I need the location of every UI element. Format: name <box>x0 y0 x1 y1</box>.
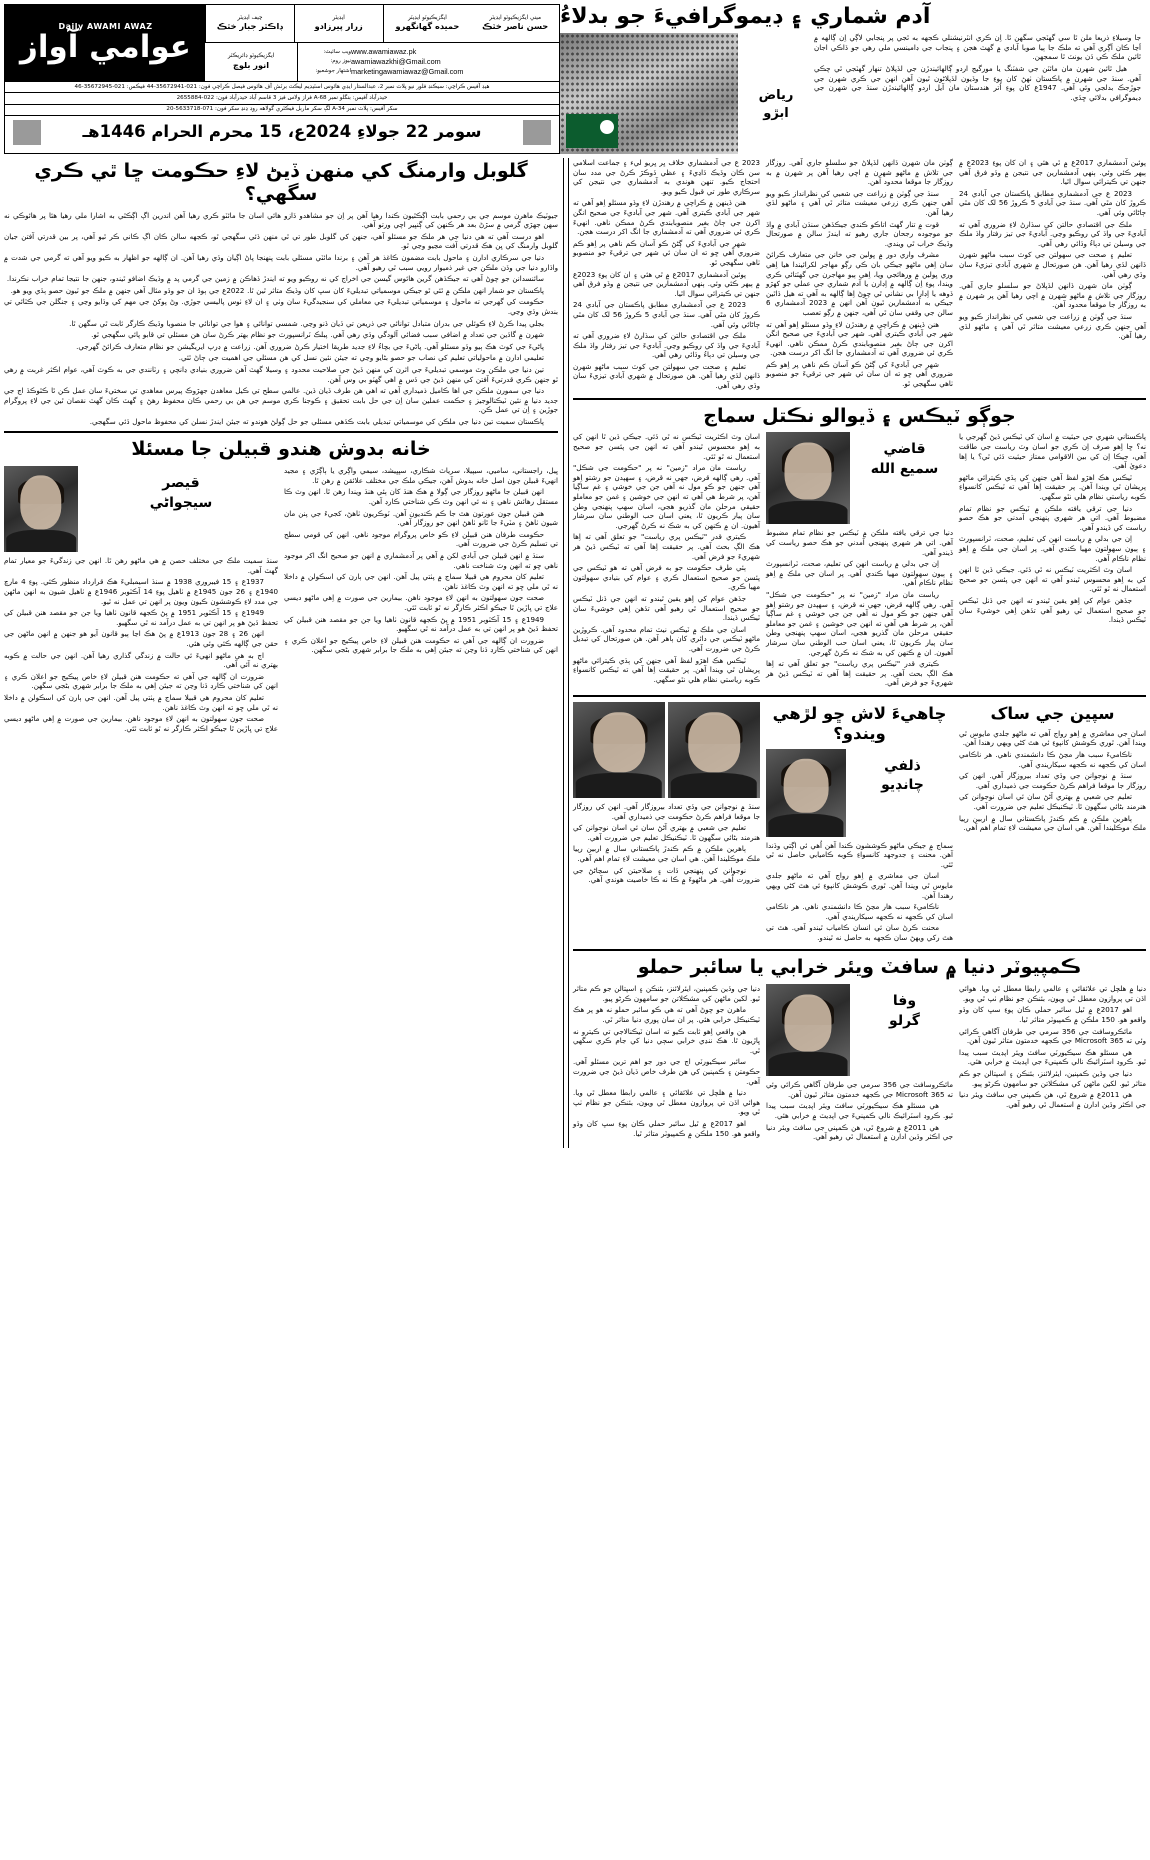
paragraph: بجلي پيدا ڪرڻ لاءِ ڪوئلي جي بدران متبادل توانائي جي ذريعن تي ڌيان ڏنو وڃي. شمسي توانائي ۽ هوا جي توانائي جا منصوبا وڌيڪ ڪارگر ثابت ٿي سگهن ٿا. <box>69 318 544 328</box>
article-body-col-2 <box>766 984 953 1144</box>
paragraph: ڳوٺن مان شهرن ڏانهن لڏپلاڻ جو سلسلو جاري آهي. روزگار جي تلاش ۾ ماڻهو شهرن ۾ اچي رهيا آهن پر شهرن ۾ به روزگار جا موقعا محدود آهن. <box>959 281 1146 310</box>
paragraph: مائڪروسافٽ جي 356 سرمي جي طرفان آگاهي ڪرائي وئي ته Microsoft 365 جي ڪجهه خدمتون متاثر ٿيون آهن. <box>766 1080 953 1099</box>
paragraph: قوت ۾ تنار گهٽ اتاڪو ڪندي جيڪڏهن سنڌن آبادي ۾ واڌ جو موجوده رجحان جاري رهيو ته ايندڙ سالن ۾ صورتحال وڌيڪ خراب ٿي ويندي. <box>766 219 953 248</box>
staff-editor <box>294 5 383 43</box>
portrait-face <box>784 994 831 1051</box>
paragraph: ضرورت ان ڳالهه جي آهي ته حڪومت هنن قبيلن لاءِ خاص پيڪيج جو اعلان ڪري ۽ انهن کي شناختي ڪارڊ ڏنا وڃن ته جيئن اِهي به ملڪ جا برابر شهري بڻجي سگهن. <box>4 671 278 691</box>
paragraph: 1949ع ۽ 15 آڪٽوبر 1951 ۾ پڻ ڪجهه قانون ٺاهيا ويا جن جو مقصد هنن قبيلن کي تحفظ ڏيڻ هو پر انهن تي به عمل درآمد نه ٿي سگهيو. <box>4 608 278 627</box>
paragraph: ملڪ جي اقتصادي حالتن کي سڌارڻ لاءِ ضروري آهي ته آباديءَ جي واڌ کي روڪيو وڃي. آباديءَ جي تيز رفتار واڌ ملڪ جي وسيلن تي دٻاءُ وڌائي رهي آهي. <box>959 219 1146 248</box>
paragraph: دنيا جي ترقي يافته ملڪن ۾ ٽيڪس جو نظام تمام مضبوط آهي. اتي هر شهري پنهنجي آمدني جو هڪ حصو رياست کي ڏيندو آهي. <box>766 528 953 557</box>
address-sukkur: سکر آفيس: پلاٽ نمبر A-34 لڳ سکر ماربل فيڪٽري گولاهه روڊ ڍنڍ سکر فون: 071-5633718-20 <box>5 104 559 115</box>
article-body-col-3 <box>959 432 1146 690</box>
contact-website[interactable] <box>301 47 556 57</box>
executive-director <box>205 43 297 81</box>
article-columns <box>573 432 1146 690</box>
article-columns <box>573 984 1146 1144</box>
author-first-name: وفا <box>892 993 917 1010</box>
newspaper-logo[interactable] <box>5 5 205 81</box>
portrait-shoulders <box>769 1052 848 1076</box>
paragraph: سنڌ جي ڳوٺن ۾ زراعت جي شعبي کي نظرانداز ڪيو ويو آهي جنهن ڪري زرعي معيشت متاثر ٿي آهي ۽ ماڻهو لڏي رهيا آهن. <box>959 311 1146 341</box>
paragraph: هنن قبيلن جون عورتون هٿ جا ڪم ڪنديون آهن. ٽوڪريون ٺاهڻ، کجيءَ جي پنن مان شيون ٺاهڻ ۽ مٽيءَ جا ٿانو ٺاهڻ انهن جو روزگار آهي. <box>284 508 558 528</box>
section-divider <box>573 398 1146 400</box>
paragraph: 1937ع ۽ 15 فيبروري 1938 ۾ سنڌ اسيمبليءَ هڪ قرارداد منظور ڪئي. پوءِ 4 مارچ 1940ع ۽ 26 جون 1945ع ۾ ٺاهيل پوءِ 14 آڪٽوبر 1946ع ۾ ٺاهيل شيون به انهن ماڻهن جي مدد لاءِ ڪوششون ڪيون ويون پر انهن تي عمل نه ٿيو. <box>4 577 278 606</box>
lead-article-title: آدم شماري ۽ ڊيموگرافيءَ جو بدلاءُ <box>560 4 931 29</box>
article-body-col-3 <box>959 702 1146 945</box>
lead-author-first: رياض <box>758 88 794 104</box>
staff-listing <box>205 5 559 81</box>
article-title: چاهيءَ لاش ڇو لڙهي ويندو؟ <box>772 703 947 743</box>
paragraph: دنيا جي سمورن ملڪن جي اها ڪاميل ذميداري آهي ته اهي هن طرف ڌيان ڏين. عالمي سطح تي ڪيل معاهدن جهڙوڪ پيرس معاهدي تي سختيءَ سان عمل ڪن ٿا ڪٿوڪڏ اڄ جي جديد دنيا ۾ نئين ٽيڪنالوجيز ۽ حڪمت عملين سان اِن جي حل بابت تحقيق ۽ ڪوجنا ڪري موسم جي هن بي رحمي ڪان محفوظ رهڻ ۽ گهٽ ڪان گهٽ نقصان ٿين جي لاءِ پروگرام جوڙين ۽ اِن تي عمل ڪن. <box>4 386 558 415</box>
author-last-name: گرلو <box>889 1012 920 1029</box>
author-portrait-photo <box>766 984 850 1076</box>
lead-article-text <box>814 33 1141 154</box>
author-portrait-photo <box>766 432 850 524</box>
author-block <box>4 466 278 552</box>
contact-marketing[interactable] <box>301 67 556 77</box>
paragraph: مائڪروسافٽ جي 356 سرمي جي طرفان آگاهي ڪرائي وئي ته Microsoft 365 جي ڪجهه خدمتون متاثر ٿيون آهن. <box>959 1026 1146 1046</box>
article-body-col-2 <box>284 466 558 735</box>
paragraph: شهر جي آباديءَ کي ڳڻڻ ڪو آسان ڪم ناهي پر اِهو ڪم ضروري آهي ڇو ته ان سان ئي شهر جي ترقيءَ جو منصوبو ٺاهي سگهجي ٿو. <box>766 359 953 389</box>
paragraph: دنيا جي وڏين ڪمپنين، ايئرلائنز، بئنڪن ۽ اسپتالن جو ڪم متاثر ٿيو. لکين ماڻهن کي مشڪلاتن جو سامهون ڪرڻو پيو. <box>959 1069 1146 1088</box>
logo-english-text: Daily AWAMI AWAZ <box>58 22 153 31</box>
paragraph: انهن قبيلن جا ماڻهو روزگار جي ڳولا ۾ هڪ هنڌ کان ٻئي هنڌ ويندا رهن ٿا. انهن وٽ ڪا مستقل رهائش ناهي ۽ نه ئي انهن وٽ ڪي شناختي ڪارڊ آهن. <box>284 487 558 507</box>
paragraph: سائنسدانن جو چوڻ آهي ته جيڪڏهن گرين هائوس گيسن جي اخراج کي نه روڪيو ويو ته ايندڙ ڏهاڪن ۾ زمين جي گرمي پد ۾ وڌيڪ اضافو ٿيندو، جنهن جا نتيجا تمام خراب نڪرندا. <box>6 274 544 284</box>
paragraph: ٻئي طرف حڪومت جو به فرض آهي ته هو ٽيڪس جي پئسن جو صحيح استعمال ڪري ۽ عوام کي بنيادي سهولتون مهيا ڪري. <box>573 563 760 592</box>
paragraph: ڀيل، راجستاني، ساميي، سيپيلا، سرياٽ شڪاري، سڀڀيشد، سيمي واڳري يا ٻاڳڙي ۽ مجيد انهيءَ قبيلن جون اصل خانه بدوش آهن، جيڪي ملڪ جي مختلف علائقن ۾ رهن ٿا. <box>284 466 558 485</box>
section-divider <box>4 431 558 433</box>
director-name: انور بلوچ <box>232 59 270 70</box>
paragraph: اهو 2017ع ۾ ٿيل سائبر حملي ڪان پوءِ سڀ کان وڏو واقعو هو. 150 ملڪن ۾ ڪمپيوٽر متاثر ٿيا. <box>959 1005 1146 1025</box>
paragraph: رياست مان مراد "زمين" نه پر "حڪومت جي شڪل" آهي. رهي ڳالهه قرض، جهي نه قرض، ۽ سهپدن جو رشتو اِهو آهي جنهن جو ڪو مول نه آهي جن جي خوشي ۽ غم ساڳيا آهن، پر شرط هي آهي ته انهن جي خوشين ۽ غمن جو معاملو حقيقي مرحلن مان گذريو هجي، اسان سهپ پنهنجي وطن سان پيار ڪريون ٿا، يعني اسان حب الوطني سان سرشار آهيون. ان ۾ ڪنهن کي به شڪ نه ڪرڻ گهرجي. <box>573 463 760 530</box>
column-divider <box>568 158 569 1148</box>
date-band <box>5 115 559 148</box>
article-nomadic-hindu-tribes <box>4 438 558 735</box>
article-body-col-3 <box>959 984 1146 1144</box>
paragraph: مشرف واري دور ۾ ڀولين جي خانن جي متعارف ڪرائڻ سان اِهي ماڻهو جيڪي بان ڪي رڳو مهاجر لکرائيندا هيا اِهي وري ڀولين ۾ ورهائجي ويا، اِهي ٻيو مهاجرن جي گهٽتائي ڪري ويندا، پوءِ اِن ڳالهه ۾ اِڊارن يا آدم شماري جي عملي جو کهڙو ڏوهه يا اِڊارا بي نشاني ٿي چوڻ اِها ڳالهه به آهي ته هيل ڏاٿين جيڪي به آدمشمارين ٿيون آهن انهن ۾ 2023 آدمشماري 6 سالن جي وقفي سان ٿي آهي، جنهن ۾ رڳو تعصب <box>766 250 953 317</box>
paragraph: ڪيتري قدر "ٽيڪس پري رياست" جو تعلق آهي ته اِها هڪ الڳ بحث آهي. پر حقيقت اِها آهي ته ٽيڪس ڏيڻ هر شهريءَ جو فرض آهي. <box>766 659 953 688</box>
paragraph: هي 2011ع ۾ شروع ٿي، هن ڪمپني جي سافٽ ويئر دنيا جي اڪثر وڏين ادارن ۾ استعمال ٿي رهيو آهي. <box>766 1122 953 1142</box>
paragraph: حڪومت طرفان هنن قبيلن لاءِ ڪو خاص پروگرام موجود ناهي. انهن کي قومي سطح تي تسليم ڪرڻ جي ضرورت آهي. <box>284 529 558 549</box>
paragraph: دنيا جي ترقي يافته ملڪن ۾ ٽيڪس جو نظام تمام مضبوط آهي. اتي هر شهري پنهنجي آمدني جو هڪ حصو رياست کي ڏيندو آهي. <box>959 503 1146 532</box>
paragraph: سماج ۾ جيڪي ماڻهو ڪوششون ڪندا آهن اُهي ئي اڳتي وڌندا آهن. محنت ۽ جدوجهد کانسواءِ ڪوبه ڪاميابي حاصل نه ٿي ٿئي. <box>766 840 953 869</box>
staff-name: حميده گهانگهرو <box>395 21 460 32</box>
paragraph: هن واقعي اِهو ثابت ڪيو ته اسان ٽيڪنالاجي تي ڪيترو نه ڀاڙيون ٿا. هڪ ننڍي خرابي سڄي دنيا کي جام ڪري سگهي ٿي. <box>573 1026 760 1055</box>
paragraph: شهر جي آباديءَ کي ڳڻڻ ڪو آسان ڪم ناهي پر اِهو ڪم ضروري آهي ڇو ته ان سان ئي شهر جي ترقيءَ جو منصوبو ٺاهي سگهجي ٿو. <box>573 238 760 267</box>
article-body-col-1 <box>573 432 760 690</box>
paragraph: تين دنيا جي ملڪن وٽ موسمي تبديليءَ جي اثرن کي منهن ڏيڻ جي صلاحيت محدود ۽ وسيلا گهٽ آهن ضروري بنيادي ڍانچي ۽ رٽانندي جي به ڪوٽ آهي، عوام اڪثر غربت ۾ رهي ٿو جنهن ڪري قدرتيءَ آفتن کي منهن ڏيڻ جي ڏس ۾ اهي گهٽو بي وس آهن. <box>4 364 558 384</box>
paragraph: ٽيڪس هڪ اهڙو لفظ آهي جنهن کي ٻڌي ڪيترائي ماڻهو پريشان ٿي ويندا آهن. پر حقيقت اِها آهي ته ٽيڪس کانسواءِ ڪوبه رياستي نظام هلي نٿو سگهي. <box>573 655 760 684</box>
paragraph: ضرورت ان ڳالهه جي آهي ته حڪومت هنن قبيلن لاءِ خاص پيڪيج جو اعلان ڪري ۽ انهن کي شناختي ڪارڊ ڏنا وڃن ته جيئن اِهي به ملڪ جا برابر شهري بڻجي سگهن. <box>284 635 558 655</box>
paragraph: تعليم جي شعبي ۾ بهتري آڻڻ سان ئي اسان نوجوانن کي هنرمند بڻائي سگهون ٿا. ٽيڪنيڪل تعليم جي ضرورت آهي. <box>959 792 1146 811</box>
staff-role: ميني ايگزيڪيوٽو ايڊيٽر <box>489 14 541 21</box>
contact-label: نيوز روم: <box>330 58 351 65</box>
portrait-face <box>784 758 829 813</box>
author-first-name: قيصر <box>162 475 200 492</box>
paragraph: هنن ڏينهن ۾ ڪراچي ۾ رهندڙن لاءِ وڏو مسئلو اِهو آهي ته شهر جي آبادي ڪيتري آهي. شهر جي آباديءَ جي صحيح انگن اکرن جي ڄاڻ بغير منصوبابندي ڪرڻ ممڪن ناهي. انهيءَ ڪري ئي ضروري آهي ته آدمشماري جا انگ اکر درست هجن. <box>766 319 953 358</box>
author-last-name: سميع الله <box>870 461 939 478</box>
article-subtitle: سپين جي ساک <box>990 703 1115 723</box>
paragraph: تعليم کان محروم هي قبيلا سماج ۾ پٺتي پيل آهن. انهن جي ٻارن کي اسڪولن ۾ داخلا نه ٿي ملي ڇو ته انهن وٽ ڪاغذ ناهن. <box>284 572 558 591</box>
paragraph: ملڪ جي اقتصادي حالتن کي سڌارڻ لاءِ ضروري آهي ته آباديءَ جي واڌ کي روڪيو وڃي. آباديءَ جي تيز رفتار واڌ ملڪ جي وسيلن تي دٻاءُ وڌائي رهي آهي. <box>573 331 760 360</box>
paragraph: ٽيڪس هڪ اهڙو لفظ آهي جنهن کي ٻڌي ڪيترائي ماڻهو پريشان ٿي ويندا آهن. پر حقيقت اِها آهي ته ٽيڪس کانسواءِ ڪوبه رياستي نظام هلي نٿو سگهي. <box>959 472 1146 502</box>
paragraph: دنيا ۾ هلچل تي علائقائي ۽ عالمي رابطا معطل ٿي ويا. هوائي اڏن تي پروازون معطل ٿي ويون، بئنڪن جو نظام ٺپ ٿي ويو. <box>959 984 1146 1003</box>
paragraph: ڪيتري قدر "ٽيڪس پري رياست" جو تعلق آهي ته اِها هڪ الڳ بحث آهي. پر حقيقت اِها آهي ته ٽيڪس ڏيڻ هر شهريءَ جو فرض آهي. <box>573 532 760 561</box>
contact-value[interactable]: www.awamiawaz.pk <box>351 47 417 57</box>
portrait-shoulders <box>576 773 662 798</box>
portrait-shoulders <box>769 501 848 525</box>
article-global-warming <box>4 160 558 426</box>
paragraph: تعليم ۽ صحت جي سهولتن جي کوٽ سبب ماڻهو شهرن ڏانهن لڏي رهيا آهن. هن صورتحال ۾ شهري آبادي تيزيءَ سان وڌي رهي آهي. <box>573 361 760 391</box>
author-name <box>84 466 278 513</box>
article-columns <box>4 466 558 735</box>
author-block <box>766 749 953 837</box>
paragraph: جڏهن عوام کي اِهو يقين ٿيندو ته انهن جي ڏنل ٽيڪس جو صحيح استعمال ٿي رهيو آهي تڏهن اِهي خوشيءَ سان ٽيڪس ڏيندا. <box>959 595 1146 625</box>
portrait-face <box>688 713 740 773</box>
lead-col-1 <box>573 158 760 393</box>
paragraph: سنڌ سميت ملڪ جي مختلف حصن ۾ هي ماڻهو رهن ٿا. انهن جي زندگيءَ جو معيار تمام گهٽ آهي. <box>4 556 278 575</box>
author-name <box>852 749 953 796</box>
hospital-patient-photo <box>573 702 665 798</box>
paragraph: نوجوانن کي پنهنجي ڏات ۽ صلاحيتن کي سڃاڻڻ جي ضرورت آهي. هر ماڻهوءَ ۾ ڪا نه ڪا خاصيت هوندي آهي. <box>573 865 760 885</box>
logo-sindhi-text: عوامي آواز <box>20 29 191 65</box>
date-band-tab-left <box>13 120 41 145</box>
author-block <box>766 432 953 524</box>
paragraph: پوئين آدمشماري 2017ع ۾ ٿي هئي ۽ ان کان پوءِ 2023ع ۾ ٻيهر ڪئي وئي. ٻنهي آدمشمارين جي نتيجن ۾ وڏو فرق آهي جنهن تي ڪيترائي سوال اٿيا. <box>573 269 760 298</box>
article-title: خانه بدوش هندو قبيلن جا مسئلا <box>131 438 431 461</box>
paragraph: جڏهن عوام کي اِهو يقين ٿيندو ته انهن جي ڏنل ٽيڪس جو صحيح استعمال ٿي رهيو آهي تڏهن اِهي خوشيءَ سان ٽيڪس ڏيندا. <box>573 593 760 623</box>
paragraph: ناڪاميءَ سبب هار مڃڻ ڪا دانشمندي ناهي. هر ناڪامي اسان کي ڪجهه نه ڪجهه سيکاريندي آهي. <box>766 902 953 921</box>
paragraph: هيل ٿائين شهرن مان مائٽن جي شفٽنگ يا مورگيج اردو ڳالهائيندڙن جي لڏپلاڻ تنهار گهٽجي ٿي چڪي آهي. سنڌ جي شهرن ۾ پاڪستان ٺهڻ کان پوءِ جا وڏيون لڏپلاڻون ٿيون آهن انهن جي ڪري شهرن جي جوڙجڪ بدلجي وئي آهي. 1947ع کان پوءِ اُتر هندستان مان آيل اردو ڳالهائيندڙن سنڌ جي شهرن جي ڊيموگرافي بدلائي ڇڏي. <box>814 64 1141 102</box>
article-body <box>4 211 558 427</box>
author-name <box>856 432 953 479</box>
staff-executive-editor <box>383 5 472 43</box>
right-column-group <box>4 158 564 1148</box>
lead-author-last: ابڙو <box>763 105 789 121</box>
paragraph: پاڪستاني شهري جي حيثيت ۾ اسان کي ٽيڪس ڏيڻ گهرجي يا نه؟ ڇا اِهو صرف اِن ڪري جو اسان وٽ رياست جي طاقت آهي، جيڪا اِن کي بين الاقوامي ممتاز حيثيت ڏئي ٿي؟ يا اِها دعويٰ آهي. <box>959 432 1146 471</box>
paragraph: 1949ع ۽ 15 آڪٽوبر 1951 ۾ پڻ ڪجهه قانون ٺاهيا ويا جن جو مقصد هنن قبيلن کي تحفظ ڏيڻ هو پر انهن تي به عمل درآمد نه ٿي سگهيو. <box>284 614 558 634</box>
paragraph: ٻاهرين ملڪن ۾ ڪم ڪندڙ پاڪستاني سال ۾ اربين رپيا ملڪ موڪليندا آهن. هي اسان جي معيشت لاءِ تمام اهم آهي. <box>959 813 1146 833</box>
contact-value[interactable]: marketingawamiawaz@Gmail.com <box>351 66 464 76</box>
staff-mini-executive-editor <box>471 5 559 43</box>
contact-label: اشتهار جوشعبو: <box>315 68 351 75</box>
author-portrait-photo <box>766 749 846 837</box>
paragraph: سنڌ جي ڳوٺن ۾ زراعت جي شعبي کي نظرانداز ڪيو ويو آهي جنهن ڪري زرعي معيشت متاثر ٿي آهي ۽ ماڻهو لڏي رهيا آهن. <box>766 188 953 217</box>
author-block <box>766 984 953 1076</box>
portrait-face <box>784 443 831 500</box>
paragraph: انهن 26 ۽ 28 جون 1913ع ۾ پڻ هڪ اڃا ٻيو قانون آيو هو جنهن ۾ انهن ماڻهن جي حقن جي ڳالهه ڪئي وئي هئي. <box>4 629 278 649</box>
staff-role: چيف ايڊيٽر <box>237 14 263 21</box>
pakistan-flag-icon <box>566 114 618 148</box>
paragraph: پاڻيءَ جي کوٽ هڪ ٻيو وڏو مسئلو آهي. پاڻيءَ جي بچاءُ لاءِ جديد طريقا اختيار ڪرڻ ضروري آهن. زراعت ۾ ڊرپ ايريگيشن جو نظام متعارف ڪرائڻ گهرجي. <box>76 341 544 351</box>
paragraph: دنيا ۾ هلچل تي علائقائي ۽ عالمي رابطا معطل ٿي ويا. هوائي اڏن تي پروازون معطل ٿي ويون، بئنڪن جو نظام ٺپ ٿي ويو. <box>573 1088 760 1117</box>
paragraph: شهرن ۾ گاڏين جي تعداد ۾ اضافي سبب فضائي آلودگي وڌي رهي آهي. پبلڪ ٽرانسپورٽ جو نظام بهتر ڪرڻ سان هن مسئلي تي قابو پائي سگهجي ٿو. <box>91 330 544 340</box>
director-role: ايگزيڪيوٽو ڊائريڪٽر <box>227 53 275 60</box>
article-photo-row <box>573 702 760 798</box>
paragraph: سائبر سيڪيورٽي اڄ جي دور جو اهم ترين مسئلو آهي. حڪومتن ۽ ڪمپنين کي هن طرف خاص ڌيان ڏيڻ جي ضرورت آهي. <box>573 1057 760 1086</box>
paragraph: 2023 ع جي آدمشماري خلاف ڀر ڀريو ليء ۽ جماعت اسلامي سن ڪان وڏيڪ ڏاڍيءَ ۽ عظي ڏوڪڙ ڪرڻ جي مدد سان احتجاج ڪيو. تنهن هوندي به آدمشماري جي نتيجن کي سرڪاري طور تي قبول ڪيو ويو. <box>573 158 760 196</box>
paragraph: حڪومت کي گهرجي ته ماحول ۽ موسمياتي تبديليءَ جي معاملي کي سنجيدگيءَ سان وٺي ۽ ان لاءِ ٺوس پاليسي جوڙي. وڻ پوکڻ جي مهم کي وڌايو وڃي ۽ جنگلن جي ڪٽائي تي بندش وڌي وڃي. <box>4 297 558 316</box>
paragraph: ماهرن جو چوڻ آهي ته هي ڪو سائبر حملو نه هو پر هڪ ٽيڪنيڪل خرابي هئي. پر ان سان پوري دنيا متاثر ٿي. <box>573 1005 760 1025</box>
portrait-shoulders <box>6 530 76 552</box>
lead-article <box>560 4 1146 154</box>
author-portrait-photo <box>4 466 78 552</box>
paragraph: هي مسئلو هڪ سيڪيورٽي سافٽ ويئر اپڊيٽ سبب پيدا ٿيو. ڪروڊ اسٽرائيڪ نالي ڪمپنيءَ جي اپڊيٽ ۾ خرابي هئي. <box>959 1047 1146 1067</box>
paragraph: جيوٽيڪ ماهرن موسم جي بي رحمي بابت اڳڪٿيون ڪندا رهيا آهن پر اِن جو مشاهدو ڏازو هائي اسان جا مائٽو ڪري رهيا آهن اندرين اڳ اڳڪٿي به اشارا ملي رهيا هئا پر هائوڪي نه سهن جهڙي گرمي ۾ سڙڻ بعد هر ڪنهن کي ڳنڀير اچي ورتو آهي. <box>4 210 558 230</box>
paragraph: پاڪستان جو شمار انهن ملڪن ۾ ٿئي ٿو جيڪي موسمياتي تبديليءَ کان سڀ کان وڌيڪ متاثر ٿين ٿا. 2022ع جي ٻوڏ ان جو وڏو مثال آهي جنهن ۾ ملڪ جو ٽيون حصو ٻڏي ويو هو. <box>10 285 544 295</box>
paragraph: اِن جي بدلي ۾ رياست انهن کي تعليم، صحت، ٽرانسپورٽ ۽ ٻيون سهولتون مهيا ڪندي آهي. پر اسان جي ملڪ ۾ اِهو نظام ناڪام آهي. <box>959 534 1146 563</box>
staff-name: ڊاڪٽر جبار خٽڪ <box>216 21 283 32</box>
article-body-col-2 <box>766 432 953 690</box>
portrait-shoulders <box>768 814 843 837</box>
paragraph: دنيا جي وڏين ڪمپنين، ايئرلائنز، بئنڪن ۽ اسپتالن جو ڪم متاثر ٿيو. لکين ماڻهن کي مشڪلاتن جو سامهون ڪرڻو پيو. <box>573 984 760 1003</box>
paragraph: اسان وٽ اڪثريت ٽيڪس نه ٿي ڏئي. جيڪي ڏين ٿا انهن کي به اِهو محسوس ٿيندو آهي ته انهن جي پئسن جو صحيح استعمال نه ٿو ٿئي. <box>959 565 1146 594</box>
paragraph: اسان وٽ اڪثريت ٽيڪس نه ٿي ڏئي. جيڪي ڏين ٿا انهن کي به اِهو محسوس ٿيندو آهي ته انهن جي پئسن جو صحيح استعمال نه ٿو ٿئي. <box>573 432 760 461</box>
portrait-shoulders <box>671 773 757 798</box>
staff-name: حسن ناصر خٽڪ <box>482 21 549 32</box>
staff-role: ايگزيڪيوٽو ايڊيٽر <box>407 14 447 21</box>
paragraph: اِن جي بدلي ۾ رياست انهن کي تعليم، صحت، ٽرانسپورٽ ۽ ٻيون سهولتون مهيا ڪندي آهي. پر اسان جي ملڪ ۾ اِهو نظام ناڪام آهي. <box>766 559 953 588</box>
article-body-col-1 <box>573 984 760 1144</box>
paragraph: هي مسئلو هڪ سيڪيورٽي سافٽ ويئر اپڊيٽ سبب پيدا ٿيو. ڪروڊ اسٽرائيڪ نالي ڪمپنيءَ جي اپڊيٽ ۾ خرابي هئي. <box>766 1101 953 1121</box>
article-tax-society <box>573 405 1146 690</box>
author-first-name: ذلفي <box>884 757 921 774</box>
top-zone <box>4 4 1146 154</box>
paragraph: هنن ڏينهن ۾ ڪراچي ۾ رهندڙن لاءِ وڏو مسئلو اِهو آهي ته شهر جي آبادي ڪيتري آهي. شهر جي آباديءَ جي صحيح انگن اکرن جي ڄاڻ بغير منصوبابندي ڪرڻ ممڪن ناهي. انهيءَ ڪري ئي ضروري آهي ته آدمشماري جا انگ اکر درست هجن. <box>573 198 760 237</box>
article-computer-outage <box>573 956 1146 1143</box>
staff-name: زرار پيرزادو <box>314 21 363 32</box>
contact-value[interactable]: awamiawazkhi@Gmail.com <box>351 57 441 67</box>
staff-chief-editor <box>205 5 294 43</box>
young-man-photo <box>668 702 760 798</box>
paragraph: ڳوٺن مان شهرن ڏانهن لڏپلاڻ جو سلسلو جاري آهي. روزگار جي تلاش ۾ ماڻهو شهرن ۾ اچي رهيا آهن پر شهرن ۾ به روزگار جا موقعا محدود آهن. <box>766 158 953 187</box>
address-karachi: هيڊ آفيس ڪراچي: سيڪنڊ فلور نيو پلاٽ نمبر 2، عبدالستار ايڊي هائوس اسٽيڊيم ليڪٽ برٽش آف هائوس فيصل ڪراچي فون: 021-35672941-44 فيڪس: 021-35672945-46 <box>5 81 559 92</box>
author-last-name: سيجواڻي <box>149 494 213 511</box>
left-column-group <box>573 158 1146 1148</box>
author-last-name: چانڊيو <box>881 777 924 794</box>
paragraph: اڄ به هي ماڻهو انهيءَ ئي حالت ۾ زندگي گذاري رهيا آهن. انهن جي حالت ۾ ڪوبه بهتري نه آئي آهي. <box>4 650 278 670</box>
paragraph: سنڌ ۾ نوجوانن جي وڏي تعداد بيروزگار آهي. انهن کي روزگار جا موقعا فراهم ڪرڻ حڪومت جي ذميداري آهي. <box>959 771 1146 790</box>
crowd-migration-photo <box>560 33 738 154</box>
paragraph: سنڌ ۾ نوجوانن جي وڏي تعداد بيروزگار آهي. انهن کي روزگار جا موقعا فراهم ڪرڻ حڪومت جي ذميداري آهي. <box>573 801 760 821</box>
paragraph: صحت جون سهولتون به انهن لاءِ موجود ناهن. بيمارين جي صورت ۾ اِهي ماڻهو ديسي علاج تي ڀاڙين ٿا جيڪو اڪثر ڪارگر نه ٿو ثابت ٿئي. <box>284 593 558 612</box>
contact-newsroom[interactable] <box>301 57 556 67</box>
paragraph: تعليم جي شعبي ۾ بهتري آڻڻ سان ئي اسان نوجوانن کي هنرمند بڻائي سگهون ٿا. ٽيڪنيڪل تعليم جي ضرورت آهي. <box>573 823 760 842</box>
article-title: ڪمپيوٽر دنيا ۾ سافٽ ويئر خرابي يا سائبر حملو <box>637 956 1082 979</box>
article-photos-col <box>573 702 760 945</box>
author-first-name: قاضي <box>883 441 926 458</box>
article-body-col-1 <box>4 466 278 735</box>
paragraph: اسان جي معاشري ۾ اِهو رواج آهي ته ماڻهو جلدي مايوس ٿي ويندا آهن. ٿوري ڪوشش کانپوءِ ئي هٿ کڻي ويهي رهندا آهن. <box>959 728 1146 748</box>
lead-col-3 <box>959 158 1146 393</box>
article-body-col-2 <box>766 702 953 945</box>
paragraph: پوئين آدمشماري 2017ع ۾ ٿي هئي ۽ ان کان پوءِ 2023ع ۾ ٻيهر ڪئي وئي. ٻنهي آدمشمارين جي نتيجن ۾ وڏو فرق آهي جنهن تي ڪيترائي سوال اٿيا. <box>959 158 1147 187</box>
paragraph: سنڌ ۾ انهن قبيلن جي آبادي لکن ۾ آهي پر آدمشماري ۾ انهن جو صحيح انگ اکر موجود ناهي ڇو ته انهن وٽ شناخت ناهي. <box>284 551 558 570</box>
lead-col-2 <box>766 158 953 393</box>
paragraph: پاڪستان سميت تين دنيا جي ملڪن کي موسمياتي تبديلي بابت ڪڏهي مسئلي جو حل ڳولڻ هوندو ته جيئن ايندڙ نسلن کي محفوظ ماحول ڏئي سگهجي. <box>89 416 544 426</box>
publication-date: سومر 22 جولاءِ 2024ع، 15 محرم الحرام 1446هـ <box>82 122 482 142</box>
paragraph: رياست مان مراد "زمين" نه پر "حڪومت جي شڪل" آهي. رهي ڳالهه قرض، جهي نه قرض، ۽ سهپدن جو رشتو اِهو آهي جنهن جو ڪو مول نه آهي جن جي خوشي ۽ غم ساڳيا آهن، پر شرط هي آهي ته انهن جي خوشين ۽ غمن جو معاملو حقيقي مرحلن مان گذريو هجي، اسان سهپ پنهنجي وطن سان پيار ڪريون ٿا، يعني اسان حب الوطني سان سرشار آهيون. ان ۾ ڪنهن کي به شڪ نه ڪرڻ گهرجي. <box>766 590 953 657</box>
paragraph: 2023 ع جي آدمشماري مطابق پاڪستان جي آبادي 24 ڪروڙ کان مٿي آهي. سنڌ جي آبادي 5 ڪروڙ 56 لک کان مٿي ڄاڻائي وئي آهي. <box>573 300 760 329</box>
paragraph: اسان جي معاشري ۾ اِهو رواج آهي ته ماڻهو جلدي مايوس ٿي ويندا آهن. ٿوري ڪوشش کانپوءِ ئي هٿ کڻي ويهي رهندا آهن. <box>766 871 953 900</box>
paragraph: جا وسيلاءِ ذريعا ملن ٿا سي گهٽجي سگهن ٿا. اِن ڪري انٽرنيشنلي ڪجهه به ٿجي پر پنجابي لاڳي اِن ڳالهه ۾ اَڃا ڪان اَڳري آهي ته ملڪ جا ٻيا صوبا آبادي ۾ گهٽ هجن ۽ پنجاب جي ڊامينسي ملي رهي جو ڏاڪي اجان ٿائين ملڪ ڪي ڏن يونٽ ٿا سمجهن. <box>814 33 1141 62</box>
paragraph: ٻاهرين ملڪن ۾ ڪم ڪندڙ پاڪستاني سال ۾ اربين رپيا ملڪ موڪليندا آهن. هي اسان جي معيشت لاءِ تمام اهم آهي. <box>573 844 760 863</box>
paragraph: تعليم کان محروم هي قبيلا سماج ۾ پٺتي پيل آهن. انهن جي ٻارن کي اسڪولن ۾ داخلا نه ٿي ملي ڇو ته انهن وٽ ڪاغذ ناهن. <box>4 692 278 712</box>
masthead <box>4 4 560 154</box>
portrait-face <box>20 476 61 529</box>
paragraph: صحت جون سهولتون به انهن لاءِ موجود ناهن. بيمارين جي صورت ۾ اِهي ماڻهو ديسي علاج تي ڀاڙين ٿا جيڪو اڪثر ڪارگر نه ٿو ثابت ٿئي. <box>4 714 278 733</box>
paragraph: اهو 2017ع ۾ ٿيل سائبر حملي ڪان پوءِ سڀ کان وڏو واقعو هو. 150 ملڪن ۾ ڪمپيوٽر متاثر ٿيا. <box>573 1119 760 1138</box>
article-columns <box>573 702 1146 945</box>
staff-role: ايڊيٽر <box>332 14 345 21</box>
article-title: گلوبل وارمنگ کي منهن ڏيڻ لاءِ حڪومت ڇا ٿي ڪري سگهي؟ <box>34 160 528 205</box>
paragraph: 2023 ع جي آدمشماري مطابق پاڪستان جي آبادي 24 ڪروڙ کان مٿي آهي. سنڌ جي آبادي 5 ڪروڙ 56 لک کان مٿي ڄاڻائي وئي آهي. <box>959 188 1146 217</box>
author-name <box>856 984 953 1031</box>
date-band-tab-right <box>523 120 551 145</box>
section-divider <box>573 949 1146 951</box>
paragraph: هي 2011ع ۾ شروع ٿي، هن ڪمپني جي سافٽ ويئر دنيا جي اڪثر وڏين ادارن ۾ استعمال ٿي رهيو آهي. <box>959 1090 1146 1109</box>
article-title: جوڳو ٽيڪس ۽ ڏيوالو نڪتل سماج <box>703 404 1016 427</box>
paragraph: اسان جي ملڪ ۾ ٽيڪس نيٽ تمام محدود آهي. ڪروڙين ماڻهو ٽيڪس جي دائري کان ٻاهر آهن. هن صورتحال کي تبديل ڪرڻ جي ضرورت آهي. <box>573 624 760 653</box>
section-divider <box>573 695 1146 697</box>
paragraph: محنت ڪرڻ سان ئي انسان ڪامياب ٿيندو آهي. هٿ تي هٿ رکي ويهڻ سان ڪجهه به حاصل نه ٿيندو. <box>766 923 953 942</box>
contact-block <box>297 43 559 81</box>
paragraph: دنيا جي سرڪاري ادارن ۽ ماحول بابت مضمون ڪاغذ هر آهن ۽ برندا مائٽي مسئلي بابت پنهنجا پاڻ اڳيان وڌي رهيا آهن. ان ڳالهه جو اظهار به ڪيو ويو آهي ته گرمي جي شدت ۾ واڌارو دنيا جي وڏن ملڪن جي غير ذميوار رويي سبب ٿي رهيو آهي. <box>4 252 558 272</box>
paragraph: اهو درست آهي ته هي دنيا جي هر ملڪ جو مسئلو آهي، جنهن کي گلوبل طور تي ٿي منهن ڏئي سگهجي ٿو، ڪجهه سالن ڪان اڳ ڪاني ڪر ٿيو آهي، پر بين قدرتي آفتن جيان گلوبل وارمنگ کي ڀن هڪ قدرتي آفت مڃيو وڃي ٿو. <box>4 231 558 251</box>
paragraph: تعليم ۽ صحت جي سهولتن جي کوٽ سبب ماڻهو شهرن ڏانهن لڏي رهيا آهن. هن صورتحال ۾ شهري آبادي تيزيءَ سان وڌي رهي آهي. <box>959 250 1146 279</box>
lead-author <box>743 33 809 154</box>
paragraph: ناڪاميءَ سبب هار مڃڻ ڪا دانشمندي ناهي. هر ناڪامي اسان کي ڪجهه نه ڪجهه سيکاريندي آهي. <box>959 749 1146 769</box>
lead-continuation <box>573 158 1146 393</box>
paragraph: تعليمي ادارن ۾ ماحولياتي تعليم کي نصاب جو حصو بڻايو وڃي ته جيئن نئين نسل کي هن مسئلي جي اهميت جي ڄاڻ ٿئي. <box>178 353 544 363</box>
article-corpse <box>573 702 1146 945</box>
address-hyderabad: حيدرآباد آفيس: بنگلو نمبر A-68 فراز ولاس فيز 3 قاسم آباد حيدرآباد فون: 022-2655884 <box>5 92 559 103</box>
main-content <box>4 158 1146 1148</box>
portrait-face <box>593 713 645 773</box>
contact-label: ويب سائيٽ: <box>323 48 351 55</box>
